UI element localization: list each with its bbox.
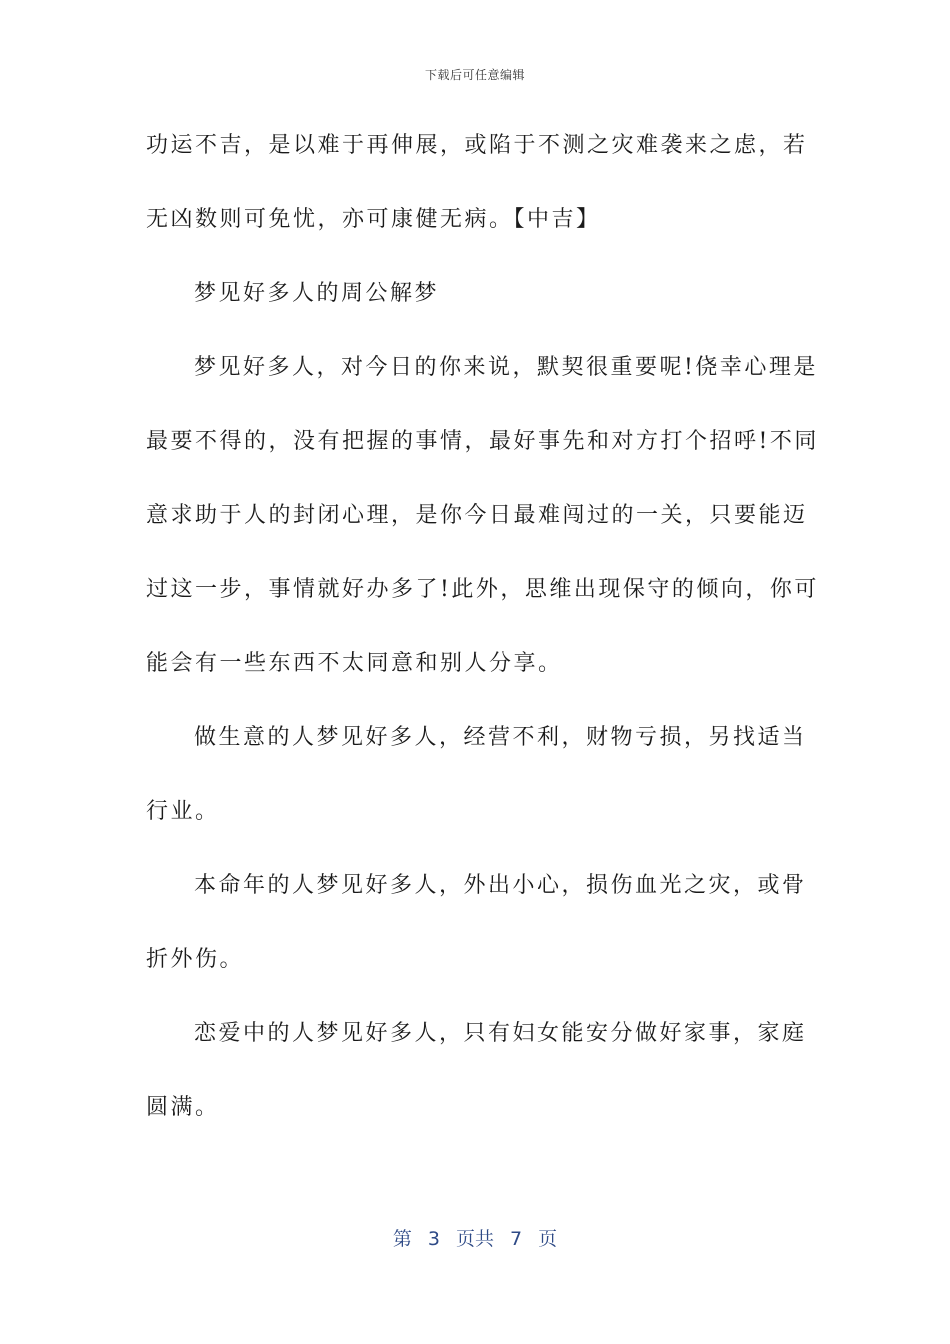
- body-line: 最要不得的，没有把握的事情，最好事先和对方打个招呼!不同: [146, 429, 819, 454]
- body-line: 过这一步，事情就好办多了!此外，思维出现保守的倾向，你可: [146, 577, 819, 602]
- body-line: 能会有一些东西不太同意和别人分享。: [146, 651, 563, 676]
- body-line: 无凶数则可免忧，亦可康健无病。【中吉】: [146, 207, 601, 232]
- body-line: 圆满。: [146, 1095, 220, 1120]
- document-body: [146, 125, 819, 1161]
- page-of-label: 页共: [455, 1228, 494, 1250]
- body-line: 折外伤。: [146, 947, 245, 972]
- page-end-label: 页: [538, 1228, 558, 1250]
- section-heading: 梦见好多人的周公解梦: [194, 281, 440, 306]
- body-line: 本命年的人梦见好多人，外出小心，损伤血光之灾，或骨: [194, 873, 807, 898]
- body-line: 恋爱中的人梦见好多人，只有妇女能安分做好家事，家庭: [194, 1021, 807, 1046]
- body-line: 做生意的人梦见好多人，经营不利，财物亏损，另找适当: [194, 725, 807, 750]
- total-pages-number: 7: [510, 1228, 523, 1250]
- page-label: 第: [392, 1228, 412, 1250]
- body-line: 意求助于人的封闭心理，是你今日最难闯过的一关，只要能迈: [146, 503, 808, 528]
- current-page-number: 3: [427, 1228, 440, 1250]
- page-footer: [0, 1224, 950, 1251]
- body-line: 梦见好多人，对今日的你来说，默契很重要呢!侥幸心理是: [194, 355, 818, 380]
- header-note: 下载后可任意编辑: [424, 68, 525, 82]
- body-line: 行业。: [146, 799, 220, 824]
- body-line: 功运不吉，是以难于再伸展，或陷于不测之灾难袭来之虑，若: [146, 133, 808, 158]
